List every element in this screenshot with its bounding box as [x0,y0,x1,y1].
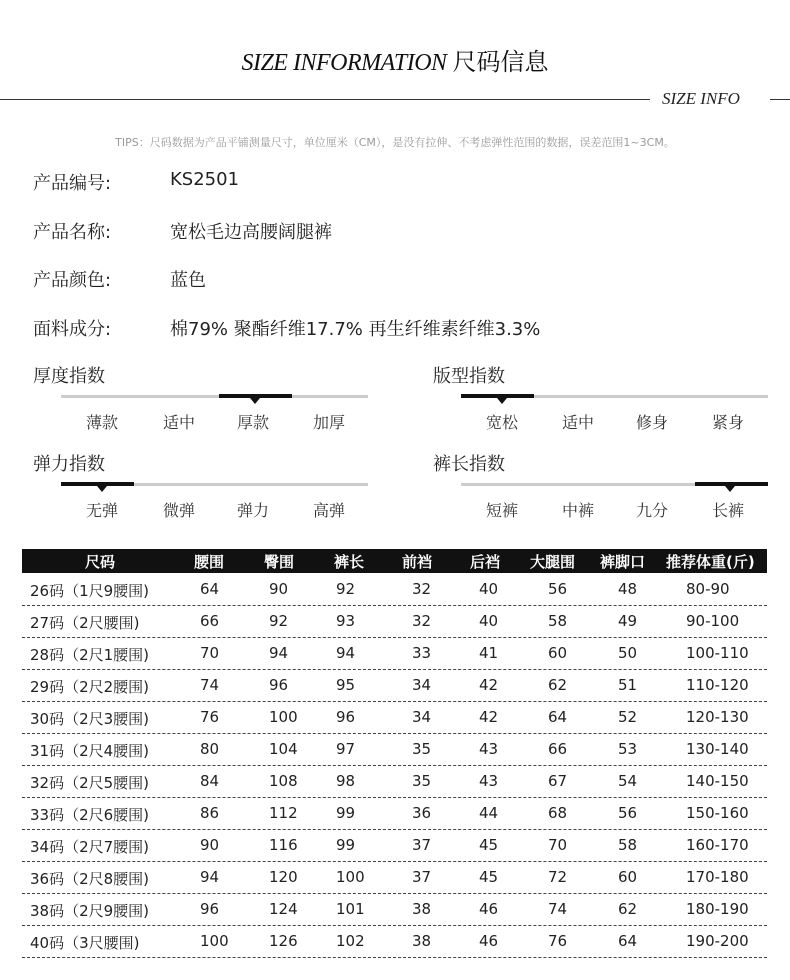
scale-option: 微弹 [162,501,195,520]
table-cell: 99 [336,804,356,822]
table-cell: 95 [336,676,356,694]
table-cell: 90 [269,580,289,598]
spec-value: KS2501 [170,169,240,190]
column-header: 裤长 [334,553,365,571]
spec-label: 产品颜色: [33,270,112,291]
table-cell: 35 [412,740,432,758]
table-row [22,701,767,734]
scale-option: 九分 [635,501,668,520]
table-cell: 48 [618,580,638,598]
table-cell: 66 [548,740,568,758]
scale-title: 版型指数 [433,366,505,387]
table-cell: 102 [336,932,365,950]
table-cell: 40 [479,612,499,630]
size-cell: 33码（2尺6腰围) [30,806,150,824]
table-cell: 58 [548,612,568,630]
table-cell: 42 [479,708,499,726]
table-cell: 45 [479,836,499,854]
scale-option: 无弹 [85,501,118,520]
table-cell: 170-180 [686,868,749,886]
size-cell: 30码（2尺3腰围) [30,710,150,728]
table-cell: 110-120 [686,676,749,694]
table-cell: 60 [548,644,568,662]
table-row [22,893,767,926]
scale-option: 适中 [162,413,195,432]
column-header: 尺码 [85,553,116,571]
table-cell: 36 [412,804,432,822]
table-cell: 68 [548,804,568,822]
size-cell: 34码（2尺7腰围) [30,838,150,856]
table-row [22,605,767,638]
divider-line-right [770,99,790,100]
table-cell: 150-160 [686,804,749,822]
table-cell: 86 [200,804,220,822]
table-cell: 56 [618,804,638,822]
table-cell: 94 [269,644,289,662]
table-cell: 94 [200,868,220,886]
page-title [0,42,790,77]
scale-track [61,395,368,398]
size-table-header [22,549,767,573]
table-cell: 62 [618,900,638,918]
table-cell: 97 [336,740,356,758]
table-row [22,669,767,702]
scale-option: 短裤 [485,501,518,520]
table-cell: 126 [269,932,298,950]
table-cell: 64 [548,708,568,726]
table-cell: 112 [269,804,298,822]
column-header: 臀围 [264,553,295,571]
table-cell: 35 [412,772,432,790]
table-cell: 67 [548,772,568,790]
table-cell: 96 [336,708,356,726]
size-cell: 29码（2尺2腰围) [30,678,150,696]
table-cell: 100 [200,932,229,950]
scale-option: 适中 [561,413,594,432]
table-cell: 56 [548,580,568,598]
table-cell: 70 [548,836,568,854]
scale-title: 厚度指数 [33,366,105,387]
table-row [22,861,767,894]
table-cell: 38 [412,900,432,918]
table-cell: 92 [269,612,289,630]
table-cell: 140-150 [686,772,749,790]
table-cell: 76 [548,932,568,950]
scale-pointer-icon [497,398,507,404]
table-cell: 54 [618,772,638,790]
section-label: SIZE INFO [662,89,740,108]
table-cell: 43 [479,740,499,758]
scale-pointer-icon [250,398,260,404]
scale-option: 弹力 [236,501,269,520]
table-row [22,925,767,958]
table-row [22,765,767,798]
table-row [22,829,767,862]
table-cell: 92 [336,580,356,598]
scale-length [433,450,773,520]
scale-option: 紧身 [711,413,744,432]
table-cell: 34 [412,676,432,694]
page-title-zh: 尺码信息 [452,48,549,76]
scale-elasticity [33,450,373,520]
scale-option: 宽松 [485,413,518,432]
table-cell: 62 [548,676,568,694]
table-cell: 120 [269,868,298,886]
table-cell: 124 [269,900,298,918]
size-cell: 26码（1尺9腰围) [30,582,150,600]
table-cell: 49 [618,612,638,630]
table-cell: 120-130 [686,708,749,726]
scale-option: 高弹 [312,501,345,520]
table-cell: 93 [336,612,356,630]
table-cell: 37 [412,836,432,854]
scale-option: 修身 [635,413,668,432]
scale-option: 加厚 [312,413,345,432]
table-cell: 64 [200,580,220,598]
table-cell: 99 [336,836,356,854]
table-cell: 42 [479,676,499,694]
spec-label: 产品名称: [33,222,112,243]
divider-line-left [0,99,650,100]
table-cell: 180-190 [686,900,749,918]
column-header: 前裆 [402,553,433,571]
table-cell: 116 [269,836,298,854]
table-row [22,573,767,606]
table-row [22,637,767,670]
table-cell: 108 [269,772,298,790]
table-cell: 38 [412,932,432,950]
scale-option: 薄款 [85,413,118,432]
size-cell: 31码（2尺4腰围) [30,742,150,760]
scale-pointer-icon [725,486,735,492]
table-cell: 44 [479,804,499,822]
table-row [22,733,767,766]
table-cell: 70 [200,644,220,662]
table-cell: 53 [618,740,638,758]
table-cell: 160-170 [686,836,749,854]
table-cell: 37 [412,868,432,886]
table-cell: 100 [269,708,298,726]
table-cell: 46 [479,932,499,950]
table-cell: 50 [618,644,638,662]
table-cell: 52 [618,708,638,726]
scale-title: 裤长指数 [433,454,505,475]
spec-value: 棉79% 聚酯纤维17.7% 再生纤维素纤维3.3% [170,319,541,340]
column-header: 推荐体重(斤) [666,553,755,571]
tips-note: TIPS：尺码数据为产品平铺测量尺寸，单位厘米（CM），是没有拉伸、不考虑弹性范围的数据，误差范围1~3CM。 [115,136,675,149]
table-cell: 94 [336,644,356,662]
table-cell: 66 [200,612,220,630]
table-cell: 130-140 [686,740,749,758]
column-header: 腰围 [194,553,225,571]
table-row [22,797,767,830]
table-cell: 43 [479,772,499,790]
table-cell: 96 [269,676,289,694]
scale-thickness [33,362,373,432]
table-cell: 74 [200,676,220,694]
scale-option: 厚款 [236,413,269,432]
table-cell: 90-100 [686,612,740,630]
page-title-en: SIZE INFORMATION [241,50,447,76]
table-cell: 45 [479,868,499,886]
spec-label: 面料成分: [33,319,112,340]
scale-option: 中裤 [561,501,594,520]
table-cell: 72 [548,868,568,886]
table-cell: 96 [200,900,220,918]
table-cell: 32 [412,612,432,630]
size-cell: 40码（3尺腰围) [30,934,140,952]
spec-value: 宽松毛边高腰阔腿裤 [170,222,332,243]
scale-pointer-icon [97,486,107,492]
size-cell: 38码（2尺9腰围) [30,902,150,920]
table-cell: 64 [618,932,638,950]
table-cell: 100-110 [686,644,749,662]
scale-fit [433,362,773,432]
table-cell: 60 [618,868,638,886]
size-cell: 32码（2尺5腰围) [30,774,150,792]
scale-option: 长裤 [711,501,744,520]
column-header: 大腿围 [530,553,576,571]
spec-label: 产品编号: [33,173,112,194]
size-cell: 28码（2尺1腰围) [30,646,150,664]
scale-title: 弹力指数 [33,454,105,475]
table-cell: 58 [618,836,638,854]
table-cell: 101 [336,900,365,918]
table-cell: 40 [479,580,499,598]
size-cell: 36码（2尺8腰围) [30,870,150,888]
table-cell: 84 [200,772,220,790]
table-cell: 51 [618,676,638,694]
table-cell: 76 [200,708,220,726]
table-cell: 80 [200,740,220,758]
table-cell: 104 [269,740,298,758]
table-cell: 34 [412,708,432,726]
table-cell: 98 [336,772,356,790]
column-header: 裤脚口 [600,553,646,571]
table-cell: 190-200 [686,932,749,950]
table-cell: 46 [479,900,499,918]
table-cell: 41 [479,644,499,662]
table-cell: 90 [200,836,220,854]
table-cell: 80-90 [686,580,730,598]
table-cell: 33 [412,644,432,662]
spec-value: 蓝色 [170,270,206,291]
size-cell: 27码（2尺腰围) [30,614,140,632]
table-cell: 32 [412,580,432,598]
table-cell: 100 [336,868,365,886]
table-cell: 74 [548,900,568,918]
column-header: 后裆 [470,553,501,571]
